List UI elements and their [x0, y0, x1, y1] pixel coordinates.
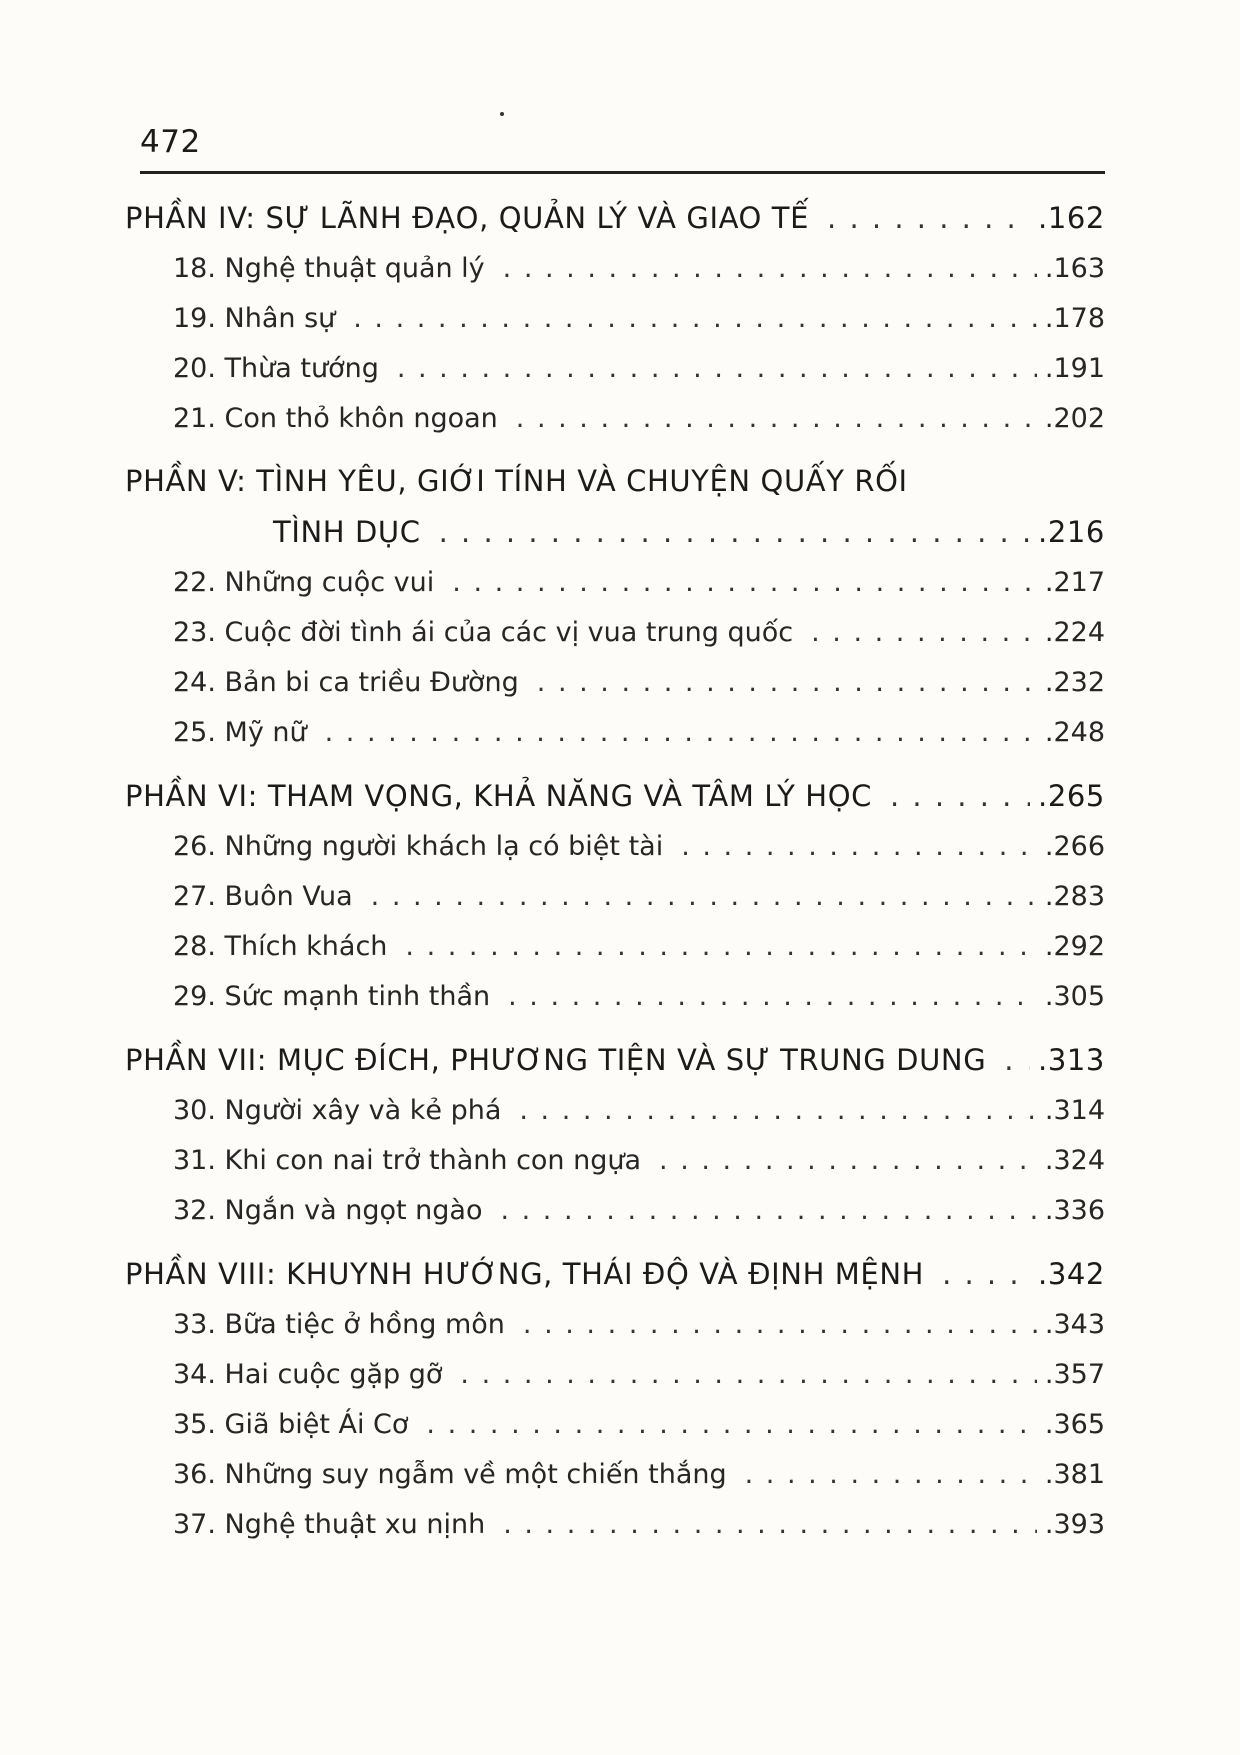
toc-chapter-entry — [125, 558, 1105, 608]
toc-chapter-entry — [125, 1136, 1105, 1186]
entry-title: 27. Buôn Vua — [173, 881, 353, 912]
leader-dots — [523, 1300, 1037, 1350]
page-number: 472 — [140, 124, 201, 160]
toc-chapter-entry — [125, 1500, 1105, 1550]
leader-dots — [537, 658, 1037, 708]
leader-dots — [890, 770, 1030, 822]
toc-chapter-entry — [125, 1350, 1105, 1400]
toc-chapter-entry — [125, 1450, 1105, 1500]
leader-dots — [397, 344, 1037, 394]
entry-title: 30. Người xây và kẻ phá — [173, 1095, 502, 1126]
entry-title: 19. Nhân sự — [173, 303, 336, 334]
entry-page-number: .324 — [1044, 1145, 1105, 1176]
leader-dots — [659, 1136, 1037, 1186]
entry-title: 32. Ngắn và ngọt ngào — [173, 1195, 483, 1226]
entry-page-number: .266 — [1044, 831, 1105, 862]
entry-page-number: .162 — [1038, 201, 1105, 235]
entry-page-number: .343 — [1044, 1309, 1105, 1340]
toc-chapter-entry — [125, 708, 1105, 758]
toc-part-entry — [125, 1248, 1105, 1300]
print-speck — [500, 112, 504, 116]
entry-page-number: .224 — [1044, 617, 1105, 648]
toc-chapter-entry — [125, 922, 1105, 972]
entry-title: PHẦN V: TÌNH YÊU, GIỚI TÍNH VÀ CHUYỆN QUẤY RỐI — [125, 464, 908, 498]
toc-chapter-entry — [125, 394, 1105, 444]
entry-page-number: .265 — [1038, 779, 1105, 813]
toc-part-entry — [125, 456, 1105, 506]
leader-dots — [500, 1186, 1036, 1236]
entry-page-number: .342 — [1038, 1257, 1105, 1291]
entry-page-number: .248 — [1044, 717, 1105, 748]
leader-dots — [439, 506, 1030, 558]
toc-chapter-entry — [125, 294, 1105, 344]
entry-page-number: .216 — [1038, 515, 1105, 549]
entry-title: PHẦN VI: THAM VỌNG, KHẢ NĂNG VÀ TÂM LÝ HỌC — [125, 779, 872, 813]
leader-dots — [371, 872, 1037, 922]
entry-page-number: .357 — [1044, 1359, 1105, 1390]
entry-page-number: .336 — [1044, 1195, 1105, 1226]
toc-chapter-entry — [125, 244, 1105, 294]
toc-chapter-entry — [125, 972, 1105, 1022]
entry-title: PHẦN VIII: KHUYNH HƯỚNG, THÁI ĐỘ VÀ ĐỊNH MỆNH — [125, 1257, 925, 1291]
entry-page-number: .191 — [1044, 353, 1105, 384]
leader-dots — [503, 244, 1037, 294]
leader-dots — [1004, 1034, 1030, 1086]
toc-part-entry — [125, 192, 1105, 244]
toc-part-entry — [125, 1034, 1105, 1086]
toc-chapter-entry — [125, 344, 1105, 394]
toc-chapter-entry — [125, 608, 1105, 658]
toc-chapter-entry — [125, 1400, 1105, 1450]
entry-page-number: .292 — [1044, 931, 1105, 962]
entry-page-number: .202 — [1044, 403, 1105, 434]
entry-page-number: .163 — [1044, 253, 1105, 284]
header-rule — [140, 171, 1105, 174]
leader-dots — [942, 1248, 1030, 1300]
leader-dots — [827, 192, 1030, 244]
leader-dots — [811, 608, 1037, 658]
entry-title: 24. Bản bi ca triều Đường — [173, 667, 519, 698]
leader-dots — [426, 1400, 1036, 1450]
entry-page-number: .393 — [1044, 1509, 1105, 1540]
toc-chapter-entry — [125, 872, 1105, 922]
leader-dots — [745, 1450, 1037, 1500]
toc-part-entry — [125, 506, 1105, 558]
entry-title: 34. Hai cuộc gặp gỡ — [173, 1359, 443, 1390]
entry-page-number: .313 — [1038, 1043, 1105, 1077]
entry-title: PHẦN VII: MỤC ĐÍCH, PHƯƠNG TIỆN VÀ SỰ TRUNG DUNG — [125, 1043, 987, 1077]
entry-page-number: .178 — [1044, 303, 1105, 334]
entry-title: 22. Những cuộc vui — [173, 567, 435, 598]
entry-title: 26. Những người khách lạ có biệt tài — [173, 831, 664, 862]
table-of-contents — [125, 192, 1105, 1550]
leader-dots — [681, 822, 1037, 872]
entry-title: PHẦN IV: SỰ LÃNH ĐẠO, QUẢN LÝ VÀ GIAO TẾ — [125, 201, 810, 235]
toc-chapter-entry — [125, 1086, 1105, 1136]
entry-title: 23. Cuộc đời tình ái của các vị vua trung quốc — [173, 617, 794, 648]
entry-page-number: .314 — [1044, 1095, 1105, 1126]
entry-title: 29. Sức mạnh tinh thần — [173, 981, 491, 1012]
entry-title: 28. Thích khách — [173, 931, 388, 962]
entry-page-number: .365 — [1044, 1409, 1105, 1440]
entry-title: 21. Con thỏ khôn ngoan — [173, 403, 498, 434]
leader-dots — [452, 558, 1037, 608]
entry-page-number: .217 — [1044, 567, 1105, 598]
toc-chapter-entry — [125, 1300, 1105, 1350]
leader-dots — [460, 1350, 1036, 1400]
entry-page-number: .305 — [1044, 981, 1105, 1012]
toc-part-entry — [125, 770, 1105, 822]
entry-page-number: .381 — [1044, 1459, 1105, 1490]
leader-dots — [405, 922, 1036, 972]
leader-dots — [519, 1086, 1036, 1136]
entry-page-number: .232 — [1044, 667, 1105, 698]
leader-dots — [325, 708, 1037, 758]
leader-dots — [508, 972, 1037, 1022]
entry-title: 25. Mỹ nữ — [173, 717, 307, 748]
toc-chapter-entry — [125, 822, 1105, 872]
leader-dots — [503, 1500, 1037, 1550]
entry-title: 31. Khi con nai trở thành con ngựa — [173, 1145, 642, 1176]
entry-title: 20. Thừa tướng — [173, 353, 379, 384]
entry-title: 18. Nghệ thuật quản lý — [173, 253, 485, 284]
toc-chapter-entry — [125, 658, 1105, 708]
entry-title: 33. Bữa tiệc ở hồng môn — [173, 1309, 505, 1340]
leader-dots — [516, 394, 1037, 444]
leader-dots — [353, 294, 1037, 344]
entry-title: 37. Nghệ thuật xu nịnh — [173, 1509, 486, 1540]
entry-page-number: .283 — [1044, 881, 1105, 912]
toc-chapter-entry — [125, 1186, 1105, 1236]
entry-title: 36. Những suy ngẫm về một chiến thắng — [173, 1459, 727, 1490]
entry-title: TÌNH DỤC — [273, 515, 421, 549]
entry-title: 35. Giã biệt Ái Cơ — [173, 1409, 409, 1440]
